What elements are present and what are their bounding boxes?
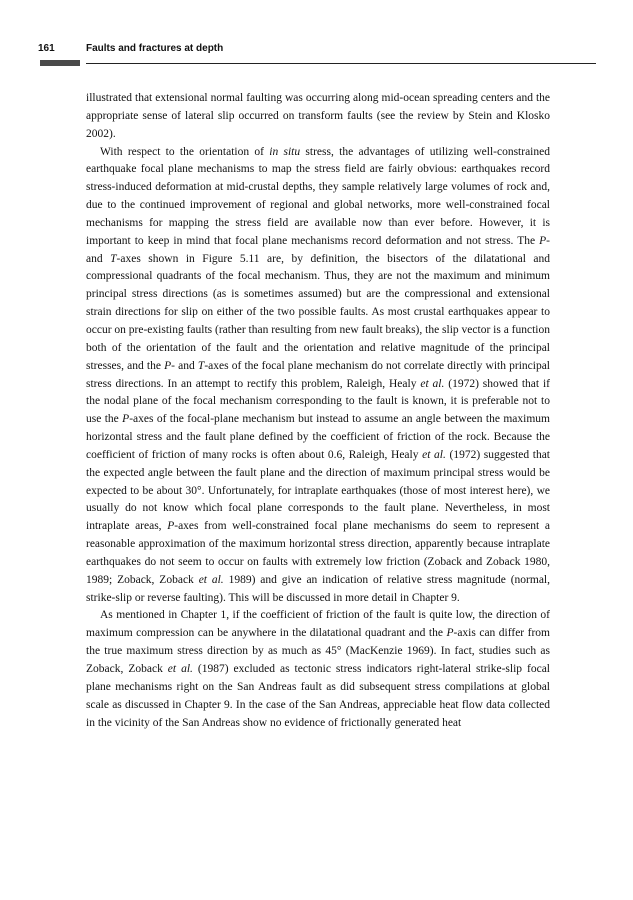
text-run: -axes of the focal-plane mechanism but instead to assume an angle between the maximum horizontal stress and the fault plane defined by the coefficient of friction of the rock. Because the coefficient of friction of many rocks is often about 0.6, Raleigh, Healy: [86, 413, 550, 461]
text-run: illustrated that extensional normal faulting was occurring along mid-ocean spreading centers and the appropriate sense of lateral slip occurred on transform faults (see the review by Stein and Klosko 2002).: [86, 92, 550, 140]
text-run: 1989) and give an indication of relative stress magnitude (normal, strike-slip or reverse faulting). This will be discussed in more detail in Chapter 9.: [86, 573, 550, 604]
text-run: -axes from well-constrained focal plane mechanisms do seem to represent a reasonable approximation of the maximum horizontal stress direction, apparently because intraplate earthquakes do not seem to occur on faults with extremely low friction (Zoback and Zoback 1980, 1989; Zoback, Zoback: [86, 520, 551, 586]
page-number: 161: [38, 43, 55, 54]
text-run: (1972) suggested that the expected angle between the fault plane and the direction of maximum principal stress would be expected to be about 30°. Unfortunately, for intraplate earthquakes (those of most interest here), we usually do not know which focal plane corresponds to the fault plane. Nevertheless, in most intraplate areas,: [86, 448, 550, 533]
italic-run: et al.: [167, 663, 193, 675]
text-run: -axes of the focal plane mechanism do not correlate directly with principal stress directions. In an attempt to rectify this problem, Raleigh, Healy: [86, 359, 550, 390]
header-bar: [40, 60, 80, 66]
text-run: (1972) showed that if the nodal plane of the focal mechanism corresponding to the fault is known, it is preferable not to use the: [86, 377, 550, 426]
italic-run: et al.: [198, 573, 224, 586]
italic-run: T: [110, 252, 117, 265]
paragraph-1: [86, 90, 550, 144]
text-run: - and: [86, 234, 550, 265]
italic-run: P: [446, 627, 454, 640]
italic-run: P: [167, 520, 175, 533]
text-run: As mentioned in Chapter 1, if the coefficient of friction of the fault is quite low, the direction of maximum compression can be anywhere in the dilatational quadrant and the: [86, 609, 550, 640]
italic-run: P: [539, 234, 547, 247]
italic-run: et al.: [422, 448, 446, 461]
text-run: (1987) excluded as tectonic stress indicators right-lateral strike-slip focal plane mechanisms right on the San Andreas fault as did subsequent stress compilations at global scale as discussed in Chapter 9. In the case of the San Andreas, appreciable heat flow data collected in the vicinity of the San Andreas show no evidence of frictionally generated heat: [86, 663, 550, 729]
italic-run: T: [197, 359, 205, 372]
body-text: [86, 90, 550, 732]
text-run: -axes shown in Figure 5.11 are, by definition, the bisectors of the dilatational and compressional quadrants of the focal mechanism. Thus, they are not the maximum and minimum principal stress directions (as is sometimes assumed) but are the compressional and extensional strain directions for slip on either of the two possible faults. As most crustal earthquakes appear to occur on pre-existing faults (rather than resulting from new fault breaks), the slip vector is a function both of the orientation of the fault and the orientation and relative magnitude of the principal stresses, and the: [86, 252, 551, 372]
italic-run: et al.: [420, 377, 445, 390]
paragraph-3: [86, 607, 550, 732]
text-run: - and: [171, 359, 198, 372]
paragraph-2: [86, 144, 550, 608]
header-rule: [86, 63, 596, 64]
running-head-title: Faults and fractures at depth: [86, 43, 224, 54]
text-run: -axis can differ from the true maximum stress direction by as much as 45° (MacKenzie 1969). In fact, studies such as Zoback, Zoback: [86, 627, 550, 675]
text-run: stress, the advantages of utilizing well-constrained earthquake focal plane mechanisms to map the stress field are fairly obvious: earthquakes record stress-induced deformation at mid-crustal depths, they sample relatively large volumes of rock and, due to the continued improvement of regional and global networks, more well-constrained focal mechanisms for mapping the stress field are available now than ever before. However, it is important to keep in mind that focal plane mechanisms record deformation and not stress. The: [86, 145, 550, 247]
italic-run: P: [164, 359, 172, 372]
text-run: With respect to the orientation of: [100, 145, 270, 158]
italic-run: in situ: [269, 145, 301, 158]
italic-run: P: [122, 413, 130, 426]
